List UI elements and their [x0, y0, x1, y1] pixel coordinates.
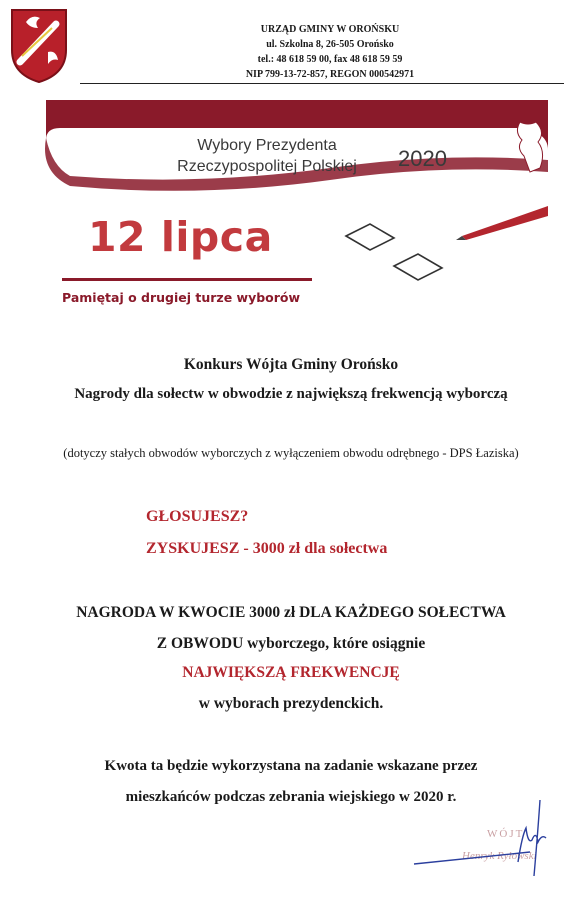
prize-line-3: NAJWIĘKSZĄ FREKWENCJĘ — [182, 664, 400, 681]
prize-line-4: w wyborach prezydenckich. — [198, 695, 384, 712]
date-underline — [62, 278, 312, 281]
prize-line-1: NAGRODA W KWOCIE 3000 zł DLA KAŻDEGO SOŁECTWA — [76, 604, 506, 621]
prize-gain: ZYSKUJESZ - 3000 zł dla sołectwa — [146, 540, 388, 557]
prize-line-2: Z OBWODU wyborczego, które osiągnie — [156, 635, 426, 652]
election-date: 12 lipca — [88, 213, 273, 261]
banner-year: 2020 — [398, 146, 447, 171]
pen-icon — [456, 206, 548, 240]
closing-line-2: mieszkańców podczas zebrania wiejskiego w 2020 r. — [125, 789, 457, 805]
closing-line-1: Kwota ta będzie wykorzystana na zadanie wskazane przez — [104, 758, 478, 774]
banner-title: Wybory Prezydenta Rzeczypospolitej Polskiej — [177, 137, 357, 175]
contest-heading: Konkurs Wójta Gminy Orońsko — [183, 356, 399, 373]
ballot-boxes-icon — [346, 224, 442, 280]
stamp-title: WÓJT — [487, 828, 525, 840]
scope-note: (dotyczy stałych obwodów wyborczych z wyłączeniem obwodu odrębnego - DPS Łaziska) — [63, 446, 519, 460]
contest-subheading: Nagrody dla sołectw w obwodzie z największą frekwencją wyborczą — [74, 386, 508, 402]
office-phone: tel.: 48 618 59 00, fax 48 618 59 59 — [257, 54, 403, 65]
handwritten-signature — [410, 780, 570, 880]
office-ids: NIP 799-13-72-857, REGON 000542971 — [245, 69, 415, 80]
office-address: ul. Szkolna 8, 26-505 Orońsko — [266, 39, 394, 50]
stamp-name: Henryk Ryłowski — [462, 850, 537, 862]
office-name: URZĄD GMINY W OROŃSKU — [260, 24, 400, 35]
second-round-reminder: Pamiętaj o drugiej turze wyborów — [62, 290, 301, 305]
vote-question: GŁOSUJESZ? — [146, 508, 249, 525]
